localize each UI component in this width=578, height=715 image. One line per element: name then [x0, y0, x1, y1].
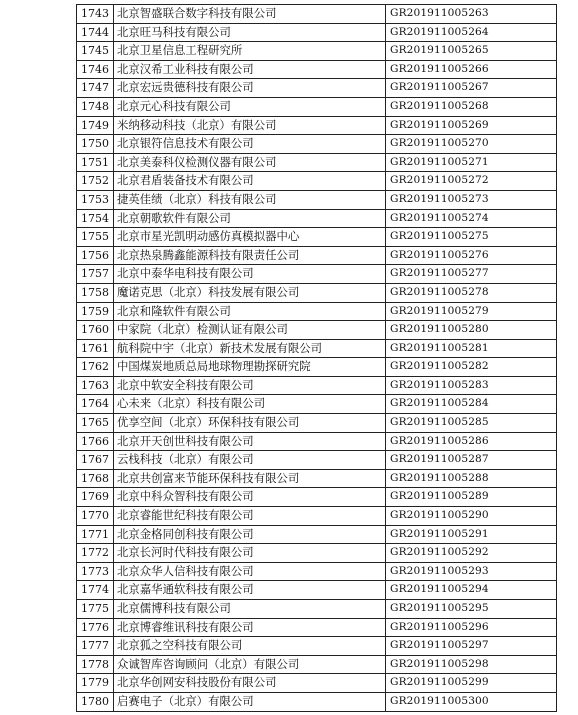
company-name: 北京中泰华电科技有限公司: [114, 265, 386, 284]
row-number: 1761: [77, 339, 114, 358]
company-name: 北京和隆软件有限公司: [114, 302, 386, 321]
company-name: 北京嘉华通软科技有限公司: [114, 581, 386, 600]
certificate-number: GR201911005276: [386, 246, 557, 265]
table-row: [77, 581, 557, 600]
row-number: 1773: [77, 562, 114, 581]
table-row: [77, 544, 557, 563]
certificate-number: GR201911005294: [386, 581, 557, 600]
certificate-number: GR201911005300: [386, 692, 557, 711]
certificate-number: GR201911005299: [386, 674, 557, 693]
company-name: 北京君盾装备技术有限公司: [114, 172, 386, 191]
row-number: 1763: [77, 376, 114, 395]
enterprise-list-table: [76, 4, 557, 712]
row-number: 1754: [77, 209, 114, 228]
table-row: [77, 60, 557, 79]
company-name: 北京中科众智科技有限公司: [114, 488, 386, 507]
company-name: 北京众华人信科技有限公司: [114, 562, 386, 581]
table-row: [77, 209, 557, 228]
certificate-number: GR201911005270: [386, 135, 557, 154]
certificate-number: GR201911005295: [386, 600, 557, 619]
company-name: 云栈科技（北京）有限公司: [114, 451, 386, 470]
table-row: [77, 637, 557, 656]
row-number: 1778: [77, 655, 114, 674]
row-number: 1749: [77, 116, 114, 135]
certificate-number: GR201911005264: [386, 23, 557, 42]
row-number: 1745: [77, 42, 114, 61]
certificate-number: GR201911005278: [386, 283, 557, 302]
company-name: 北京旺马科技有限公司: [114, 23, 386, 42]
table-row: [77, 600, 557, 619]
certificate-number: GR201911005269: [386, 116, 557, 135]
table-row: [77, 246, 557, 265]
certificate-number: GR201911005290: [386, 507, 557, 526]
company-name: 北京中软安全科技有限公司: [114, 376, 386, 395]
row-number: 1777: [77, 637, 114, 656]
company-name: 北京金格同创科技有限公司: [114, 525, 386, 544]
certificate-number: GR201911005283: [386, 376, 557, 395]
certificate-number: GR201911005268: [386, 97, 557, 116]
company-name: 北京美泰科仪检测仪器有限公司: [114, 153, 386, 172]
certificate-number: GR201911005288: [386, 469, 557, 488]
certificate-number: GR201911005271: [386, 153, 557, 172]
certificate-number: GR201911005287: [386, 451, 557, 470]
certificate-number: GR201911005292: [386, 544, 557, 563]
certificate-number: GR201911005293: [386, 562, 557, 581]
row-number: 1772: [77, 544, 114, 563]
row-number: 1767: [77, 451, 114, 470]
company-name: 北京长河时代科技有限公司: [114, 544, 386, 563]
row-number: 1780: [77, 692, 114, 711]
row-number: 1757: [77, 265, 114, 284]
table-row: [77, 562, 557, 581]
row-number: 1779: [77, 674, 114, 693]
company-name: 北京汉希工业科技有限公司: [114, 60, 386, 79]
table-row: [77, 321, 557, 340]
company-name: 北京智盛联合数字科技有限公司: [114, 5, 386, 24]
row-number: 1765: [77, 414, 114, 433]
certificate-number: GR201911005272: [386, 172, 557, 191]
certificate-number: GR201911005275: [386, 228, 557, 247]
certificate-number: GR201911005280: [386, 321, 557, 340]
table-row: [77, 116, 557, 135]
table-row: [77, 525, 557, 544]
certificate-number: GR201911005263: [386, 5, 557, 24]
row-number: 1770: [77, 507, 114, 526]
company-name: 中国煤炭地质总局地球物理勘探研究院: [114, 358, 386, 377]
row-number: 1743: [77, 5, 114, 24]
table-row: [77, 42, 557, 61]
row-number: 1759: [77, 302, 114, 321]
table-row: [77, 655, 557, 674]
table-row: [77, 618, 557, 637]
certificate-number: GR201911005298: [386, 655, 557, 674]
company-name: 北京热泉腾鑫能源科技有限责任公司: [114, 246, 386, 265]
row-number: 1756: [77, 246, 114, 265]
table-row: [77, 302, 557, 321]
row-number: 1746: [77, 60, 114, 79]
row-number: 1775: [77, 600, 114, 619]
company-name: 魔诺克思（北京）科技发展有限公司: [114, 283, 386, 302]
table-row: [77, 135, 557, 154]
company-name: 北京开天创世科技有限公司: [114, 432, 386, 451]
table-row: [77, 153, 557, 172]
certificate-number: GR201911005265: [386, 42, 557, 61]
table-row: [77, 228, 557, 247]
company-name: 北京银符信息技术有限公司: [114, 135, 386, 154]
row-number: 1748: [77, 97, 114, 116]
table-row: [77, 23, 557, 42]
table-row: [77, 190, 557, 209]
certificate-number: GR201911005281: [386, 339, 557, 358]
table-row: [77, 469, 557, 488]
certificate-number: GR201911005289: [386, 488, 557, 507]
company-name: 捷英佳绩（北京）科技有限公司: [114, 190, 386, 209]
row-number: 1747: [77, 79, 114, 98]
company-name: 中家院（北京）检测认证有限公司: [114, 321, 386, 340]
company-name: 米纳移动科技（北京）有限公司: [114, 116, 386, 135]
certificate-number: GR201911005279: [386, 302, 557, 321]
table-row: [77, 507, 557, 526]
table-row: [77, 432, 557, 451]
table-row: [77, 265, 557, 284]
certificate-number: GR201911005277: [386, 265, 557, 284]
certificate-number: GR201911005267: [386, 79, 557, 98]
company-name: 众诚智库咨询顾问（北京）有限公司: [114, 655, 386, 674]
table-row: [77, 358, 557, 377]
table-row: [77, 283, 557, 302]
company-name: 北京宏远贵德科技有限公司: [114, 79, 386, 98]
table-row: [77, 5, 557, 24]
company-name: 北京市星光凯明动感仿真模拟器中心: [114, 228, 386, 247]
table-row: [77, 172, 557, 191]
row-number: 1751: [77, 153, 114, 172]
row-number: 1766: [77, 432, 114, 451]
certificate-number: GR201911005291: [386, 525, 557, 544]
row-number: 1762: [77, 358, 114, 377]
company-name: 心未来（北京）科技有限公司: [114, 395, 386, 414]
table-row: [77, 376, 557, 395]
row-number: 1776: [77, 618, 114, 637]
row-number: 1768: [77, 469, 114, 488]
row-number: 1774: [77, 581, 114, 600]
row-number: 1755: [77, 228, 114, 247]
certificate-number: GR201911005266: [386, 60, 557, 79]
table-row: [77, 395, 557, 414]
row-number: 1758: [77, 283, 114, 302]
row-number: 1760: [77, 321, 114, 340]
company-name: 北京元心科技有限公司: [114, 97, 386, 116]
row-number: 1744: [77, 23, 114, 42]
row-number: 1771: [77, 525, 114, 544]
table-row: [77, 414, 557, 433]
certificate-number: GR201911005284: [386, 395, 557, 414]
certificate-number: GR201911005285: [386, 414, 557, 433]
company-name: 航科院中宇（北京）新技术发展有限公司: [114, 339, 386, 358]
company-name: 北京儒博科技有限公司: [114, 600, 386, 619]
row-number: 1750: [77, 135, 114, 154]
company-name: 北京朝歌软件有限公司: [114, 209, 386, 228]
certificate-number: GR201911005297: [386, 637, 557, 656]
table-row: [77, 674, 557, 693]
table-row: [77, 692, 557, 711]
table-row: [77, 488, 557, 507]
row-number: 1752: [77, 172, 114, 191]
table-row: [77, 451, 557, 470]
company-name: 北京共创富来节能环保科技有限公司: [114, 469, 386, 488]
certificate-number: GR201911005274: [386, 209, 557, 228]
table-row: [77, 97, 557, 116]
table-body: [77, 5, 557, 712]
company-name: 启赛电子（北京）有限公司: [114, 692, 386, 711]
company-name: 北京华创网安科技股份有限公司: [114, 674, 386, 693]
table-row: [77, 79, 557, 98]
row-number: 1764: [77, 395, 114, 414]
row-number: 1769: [77, 488, 114, 507]
certificate-number: GR201911005286: [386, 432, 557, 451]
row-number: 1753: [77, 190, 114, 209]
company-name: 北京卫星信息工程研究所: [114, 42, 386, 61]
company-name: 优享空间（北京）环保科技有限公司: [114, 414, 386, 433]
company-name: 北京博睿维讯科技有限公司: [114, 618, 386, 637]
certificate-number: GR201911005282: [386, 358, 557, 377]
company-name: 北京睿能世纪科技有限公司: [114, 507, 386, 526]
certificate-number: GR201911005273: [386, 190, 557, 209]
company-name: 北京狐之空科技有限公司: [114, 637, 386, 656]
certificate-number: GR201911005296: [386, 618, 557, 637]
table-row: [77, 339, 557, 358]
